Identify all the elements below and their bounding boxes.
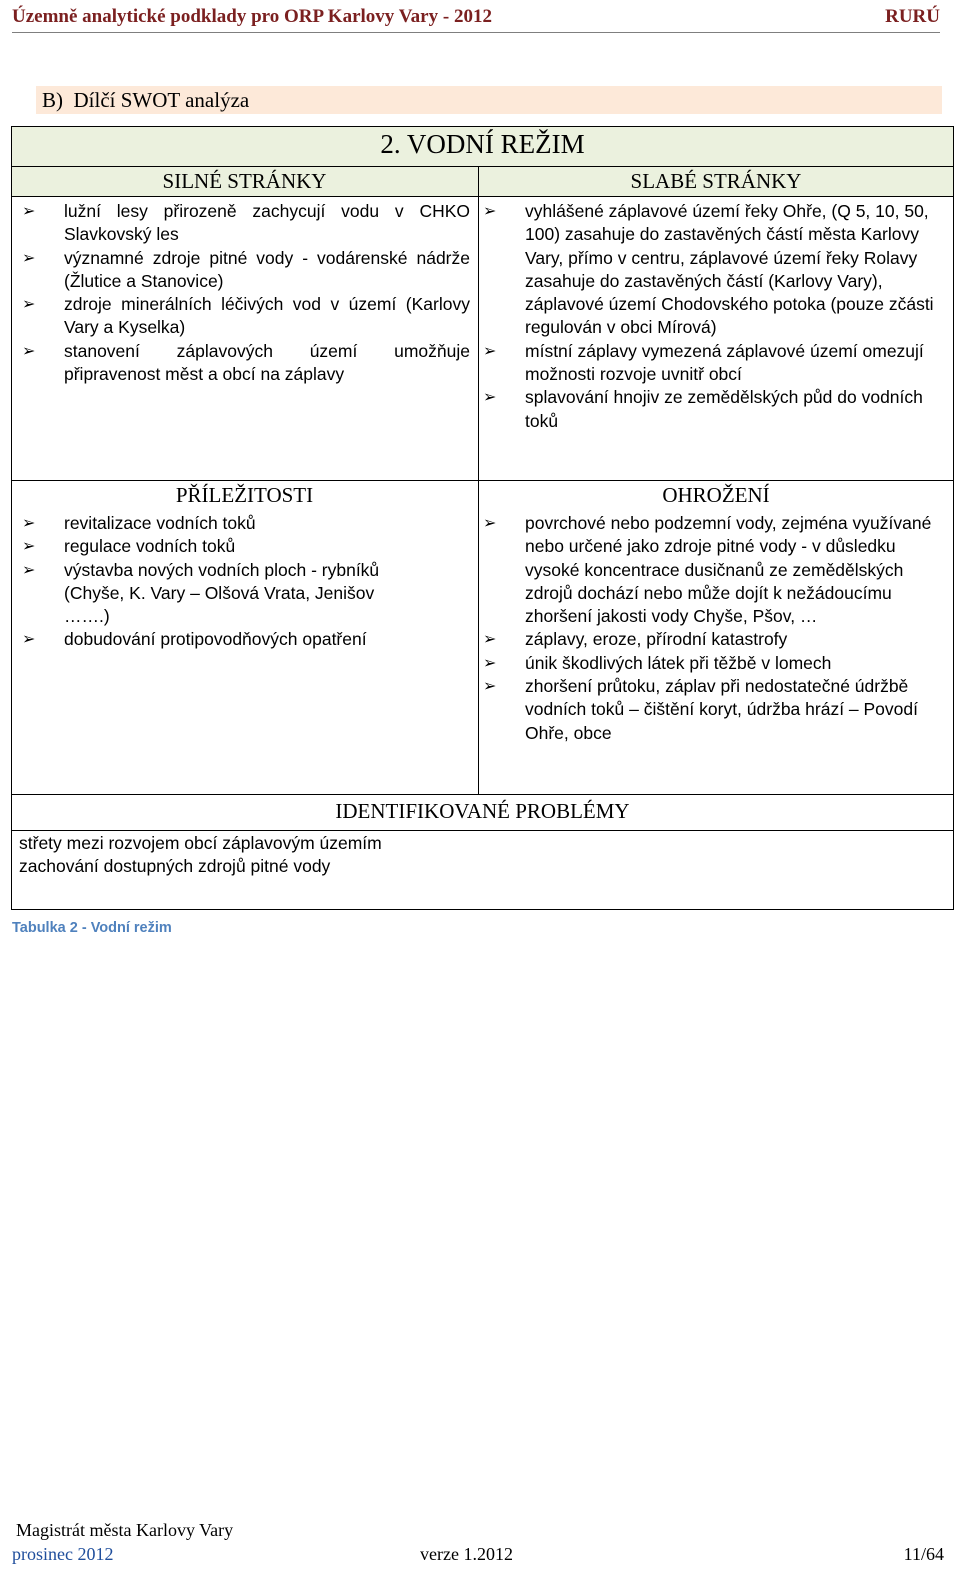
threats-list [483, 512, 938, 745]
arrow-bullet-icon: ➢ [22, 296, 36, 314]
table-border-bottom [11, 909, 954, 910]
table-border-top [11, 126, 954, 127]
page-header [12, 2, 940, 33]
list-item: ➢ významné zdroje pitné vody - vodárenské nádrže (Žlutice a Stanovice) [22, 247, 470, 291]
header-title: Územně analytické podklady pro ORP Karlovy Vary - 2012 [12, 6, 492, 27]
list-item: ➢ regulace vodních toků [22, 535, 470, 558]
arrow-bullet-icon: ➢ [483, 203, 497, 220]
list-item: ➢ povrchové nebo podzemní vody, zejména využívané nebo určené jako zdroje pitné vody - v důsledku vysoké koncentrace dusičnanů ze zemědělských zdrojů dochází nebo může dojít k nežádoucímu zhoršení jakosti vody Chyše, Pšov, … [483, 513, 932, 627]
problems-list [19, 832, 919, 879]
arrow-bullet-icon: ➢ [483, 342, 497, 360]
list-item: ➢ stanovení záplavových území umožňuje připravenost měst a obcí na záplavy [22, 340, 470, 385]
arrow-bullet-icon: ➢ [22, 342, 36, 360]
section-title: B) Dílčí SWOT analýza [36, 86, 942, 114]
table-caption: Tabulka 2 - Vodní režim [12, 920, 172, 936]
table-border-right [953, 126, 954, 910]
arrow-bullet-icon: ➢ [22, 538, 36, 556]
table-border-middle [478, 166, 479, 794]
arrow-bullet-icon: ➢ [483, 654, 497, 672]
list-item: ➢ záplavy, eroze, přírodní katastrofy [483, 628, 938, 651]
arrow-bullet-icon: ➢ [22, 561, 36, 579]
arrow-bullet-icon: ➢ [22, 631, 36, 649]
strengths-heading: SILNÉ STRÁNKY [11, 166, 478, 196]
table-border [11, 166, 954, 167]
table-border [11, 794, 954, 795]
threats-heading: OHROŽENÍ [662, 483, 770, 507]
table-border [11, 480, 954, 481]
strengths-list [22, 200, 470, 386]
footer-page: 11/64 [903, 1544, 944, 1564]
list-item: ➢ splavování hnojiv ze zemědělských půd do vodních toků [483, 387, 923, 431]
opportunities-list [22, 512, 470, 652]
arrow-bullet-icon: ➢ [22, 515, 36, 532]
list-item: ➢ zdroje minerálních léčivých vod v území (Karlovy Vary a Kyselka) [22, 294, 470, 338]
arrow-bullet-icon: ➢ [22, 203, 36, 220]
list-item: ➢ únik škodlivých látek při těžbě v lomech [483, 652, 938, 675]
table-border [11, 196, 954, 197]
footer-org: Magistrát města Karlovy Vary [16, 1520, 234, 1540]
list-item: ➢ revitalizace vodních toků [22, 512, 470, 535]
problems-heading: IDENTIFIKOVANÉ PROBLÉMY [335, 799, 630, 823]
list-item: ➢ vyhlášené záplavové území řeky Ohře, (Q 5, 10, 50, 100) zasahuje do zastavěných částí města Karlovy Vary, přímo v centru, záplavové území řeky Rolavy zasahuje do zastavěných částí (Karlovy Vary), záplavové území Chodovského potoka (pouze zčásti regulován v obci Mírová) [483, 201, 934, 338]
arrow-bullet-icon: ➢ [483, 515, 497, 532]
swot-table [11, 126, 954, 918]
arrow-bullet-icon: ➢ [483, 678, 497, 696]
list-item: ➢ dobudování protipovodňových opatření [22, 628, 470, 651]
arrow-bullet-icon: ➢ [483, 631, 497, 649]
footer-date: prosinec 2012 [12, 1544, 114, 1564]
header-right: RURÚ [885, 6, 940, 27]
problem-item: střety mezi rozvojem obcí záplavovým územím [19, 833, 382, 853]
table-border-left [11, 126, 12, 910]
opportunities-heading: PŘÍLEŽITOSTI [175, 483, 314, 507]
list-item: ➢ místní záplavy vymezená záplavové území omezují možnosti rozvoje uvnitř obcí [483, 340, 924, 385]
table-title: 2. VODNÍ REŽIM [11, 126, 954, 166]
footer-version: verze 1.2012 [420, 1544, 513, 1564]
table-border [11, 830, 954, 831]
list-item: ➢ výstavba nových vodních ploch - rybníků (Chyše, K. Vary – Olšová Vrata, Jenišov …….) [22, 559, 380, 627]
arrow-bullet-icon: ➢ [483, 389, 497, 407]
list-item: ➢ lužní lesy přirozeně zachycují vodu v CHKO Slavkovský les [22, 201, 470, 245]
arrow-bullet-icon: ➢ [22, 249, 36, 267]
weaknesses-heading: SLABÉ STRÁNKY [478, 166, 954, 196]
problem-item: zachování dostupných zdrojů pitné vody [19, 856, 331, 877]
list-item: ➢ zhoršení průtoku, záplav při nedostatečné údržbě vodních toků – čištění koryt, údržba hrází – Povodí Ohře, obce [483, 676, 918, 743]
weaknesses-list [483, 200, 938, 433]
